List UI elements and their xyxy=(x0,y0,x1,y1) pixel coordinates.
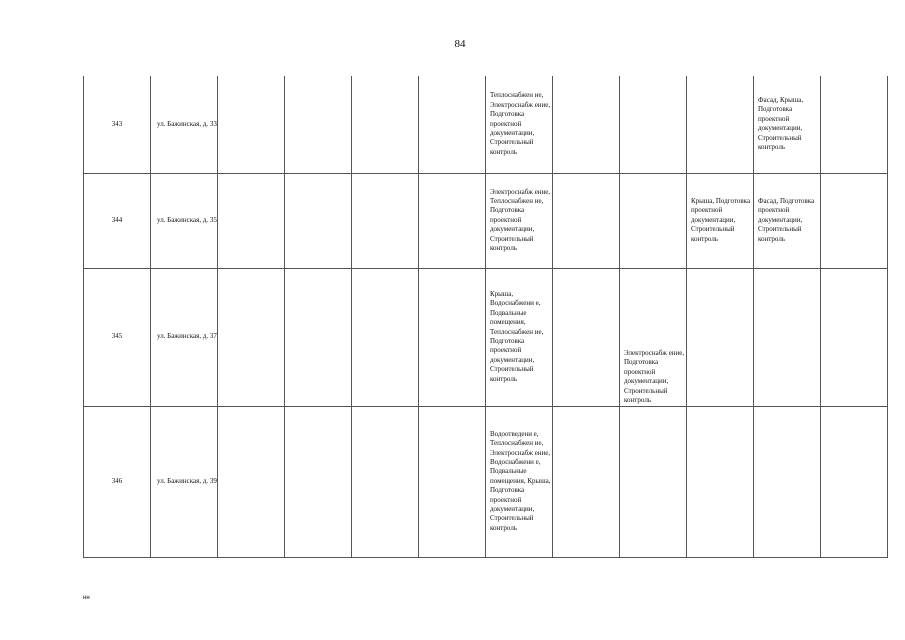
empty-cell xyxy=(419,76,486,173)
works-cell xyxy=(687,268,754,406)
works-cell xyxy=(620,76,687,173)
empty-cell xyxy=(218,406,285,557)
row-number-cell: 345 xyxy=(84,268,151,406)
table-row xyxy=(84,173,888,268)
empty-cell xyxy=(285,406,352,557)
works-cell xyxy=(687,406,754,557)
row-number-cell: 343 xyxy=(84,76,151,173)
table-row xyxy=(84,406,888,557)
works-cell xyxy=(620,173,687,268)
works-cell: Теплоснабжен ие, Электроснабж ение, Подготовка проектной документации, Строительный контроль xyxy=(486,76,553,173)
empty-cell xyxy=(218,173,285,268)
works-cell: Электроснабж ение, Теплоснабжен ие, Подготовка проектной документации, Строительный контроль xyxy=(486,173,553,268)
empty-cell xyxy=(285,173,352,268)
address-cell: ул. Бажинская, д. 37 xyxy=(151,268,218,406)
works-cell: Водоотведени е, Теплоснабжен ие, Электроснабж ение, Водоснабжени е, Подвальные помещения, Крыша, Подготовка проектной документации, Строительный контроль xyxy=(486,406,553,557)
empty-cell xyxy=(352,76,419,173)
row-number-cell: 344 xyxy=(84,173,151,268)
empty-cell xyxy=(352,173,419,268)
works-cell: Фасад, Подготовка проектной документации, Строительный контроль xyxy=(754,173,821,268)
works-cell xyxy=(553,268,620,406)
page-number: 84 xyxy=(454,38,466,50)
works-cell xyxy=(821,76,888,173)
table-row xyxy=(84,268,888,406)
empty-cell xyxy=(352,268,419,406)
footer-mark: нн xyxy=(83,595,90,601)
empty-cell xyxy=(285,268,352,406)
works-cell xyxy=(754,268,821,406)
works-cell xyxy=(687,76,754,173)
works-cell xyxy=(553,173,620,268)
works-table xyxy=(83,76,888,558)
works-cell xyxy=(821,173,888,268)
empty-cell xyxy=(218,76,285,173)
empty-cell xyxy=(419,173,486,268)
empty-cell xyxy=(218,268,285,406)
empty-cell xyxy=(285,76,352,173)
works-cell: Крыша, Водоснабжени е, Подвальные помещения, Теплоснабжен ие, Подготовка проектной документации, Строительный контроль xyxy=(486,268,553,406)
row-number-cell: 346 xyxy=(84,406,151,557)
address-cell: ул. Бажинская, д. 33 xyxy=(151,76,218,173)
empty-cell xyxy=(352,406,419,557)
works-cell: Крыша, Подготовка проектной документации, Строительный контроль xyxy=(687,173,754,268)
table-row xyxy=(84,76,888,173)
works-cell xyxy=(553,406,620,557)
works-cell: Электроснабж ение, Подготовка проектной документации, Строительный контроль xyxy=(620,268,687,406)
address-cell: ул. Бажинская, д. 35 xyxy=(151,173,218,268)
address-cell: ул. Бажинская, д. 39 xyxy=(151,406,218,557)
works-cell xyxy=(754,406,821,557)
works-cell xyxy=(821,406,888,557)
works-cell xyxy=(553,76,620,173)
works-cell xyxy=(821,268,888,406)
empty-cell xyxy=(419,406,486,557)
works-cell xyxy=(620,406,687,557)
empty-cell xyxy=(419,268,486,406)
works-cell: Фасад, Крыша, Подготовка проектной документации, Строительный контроль xyxy=(754,76,821,173)
